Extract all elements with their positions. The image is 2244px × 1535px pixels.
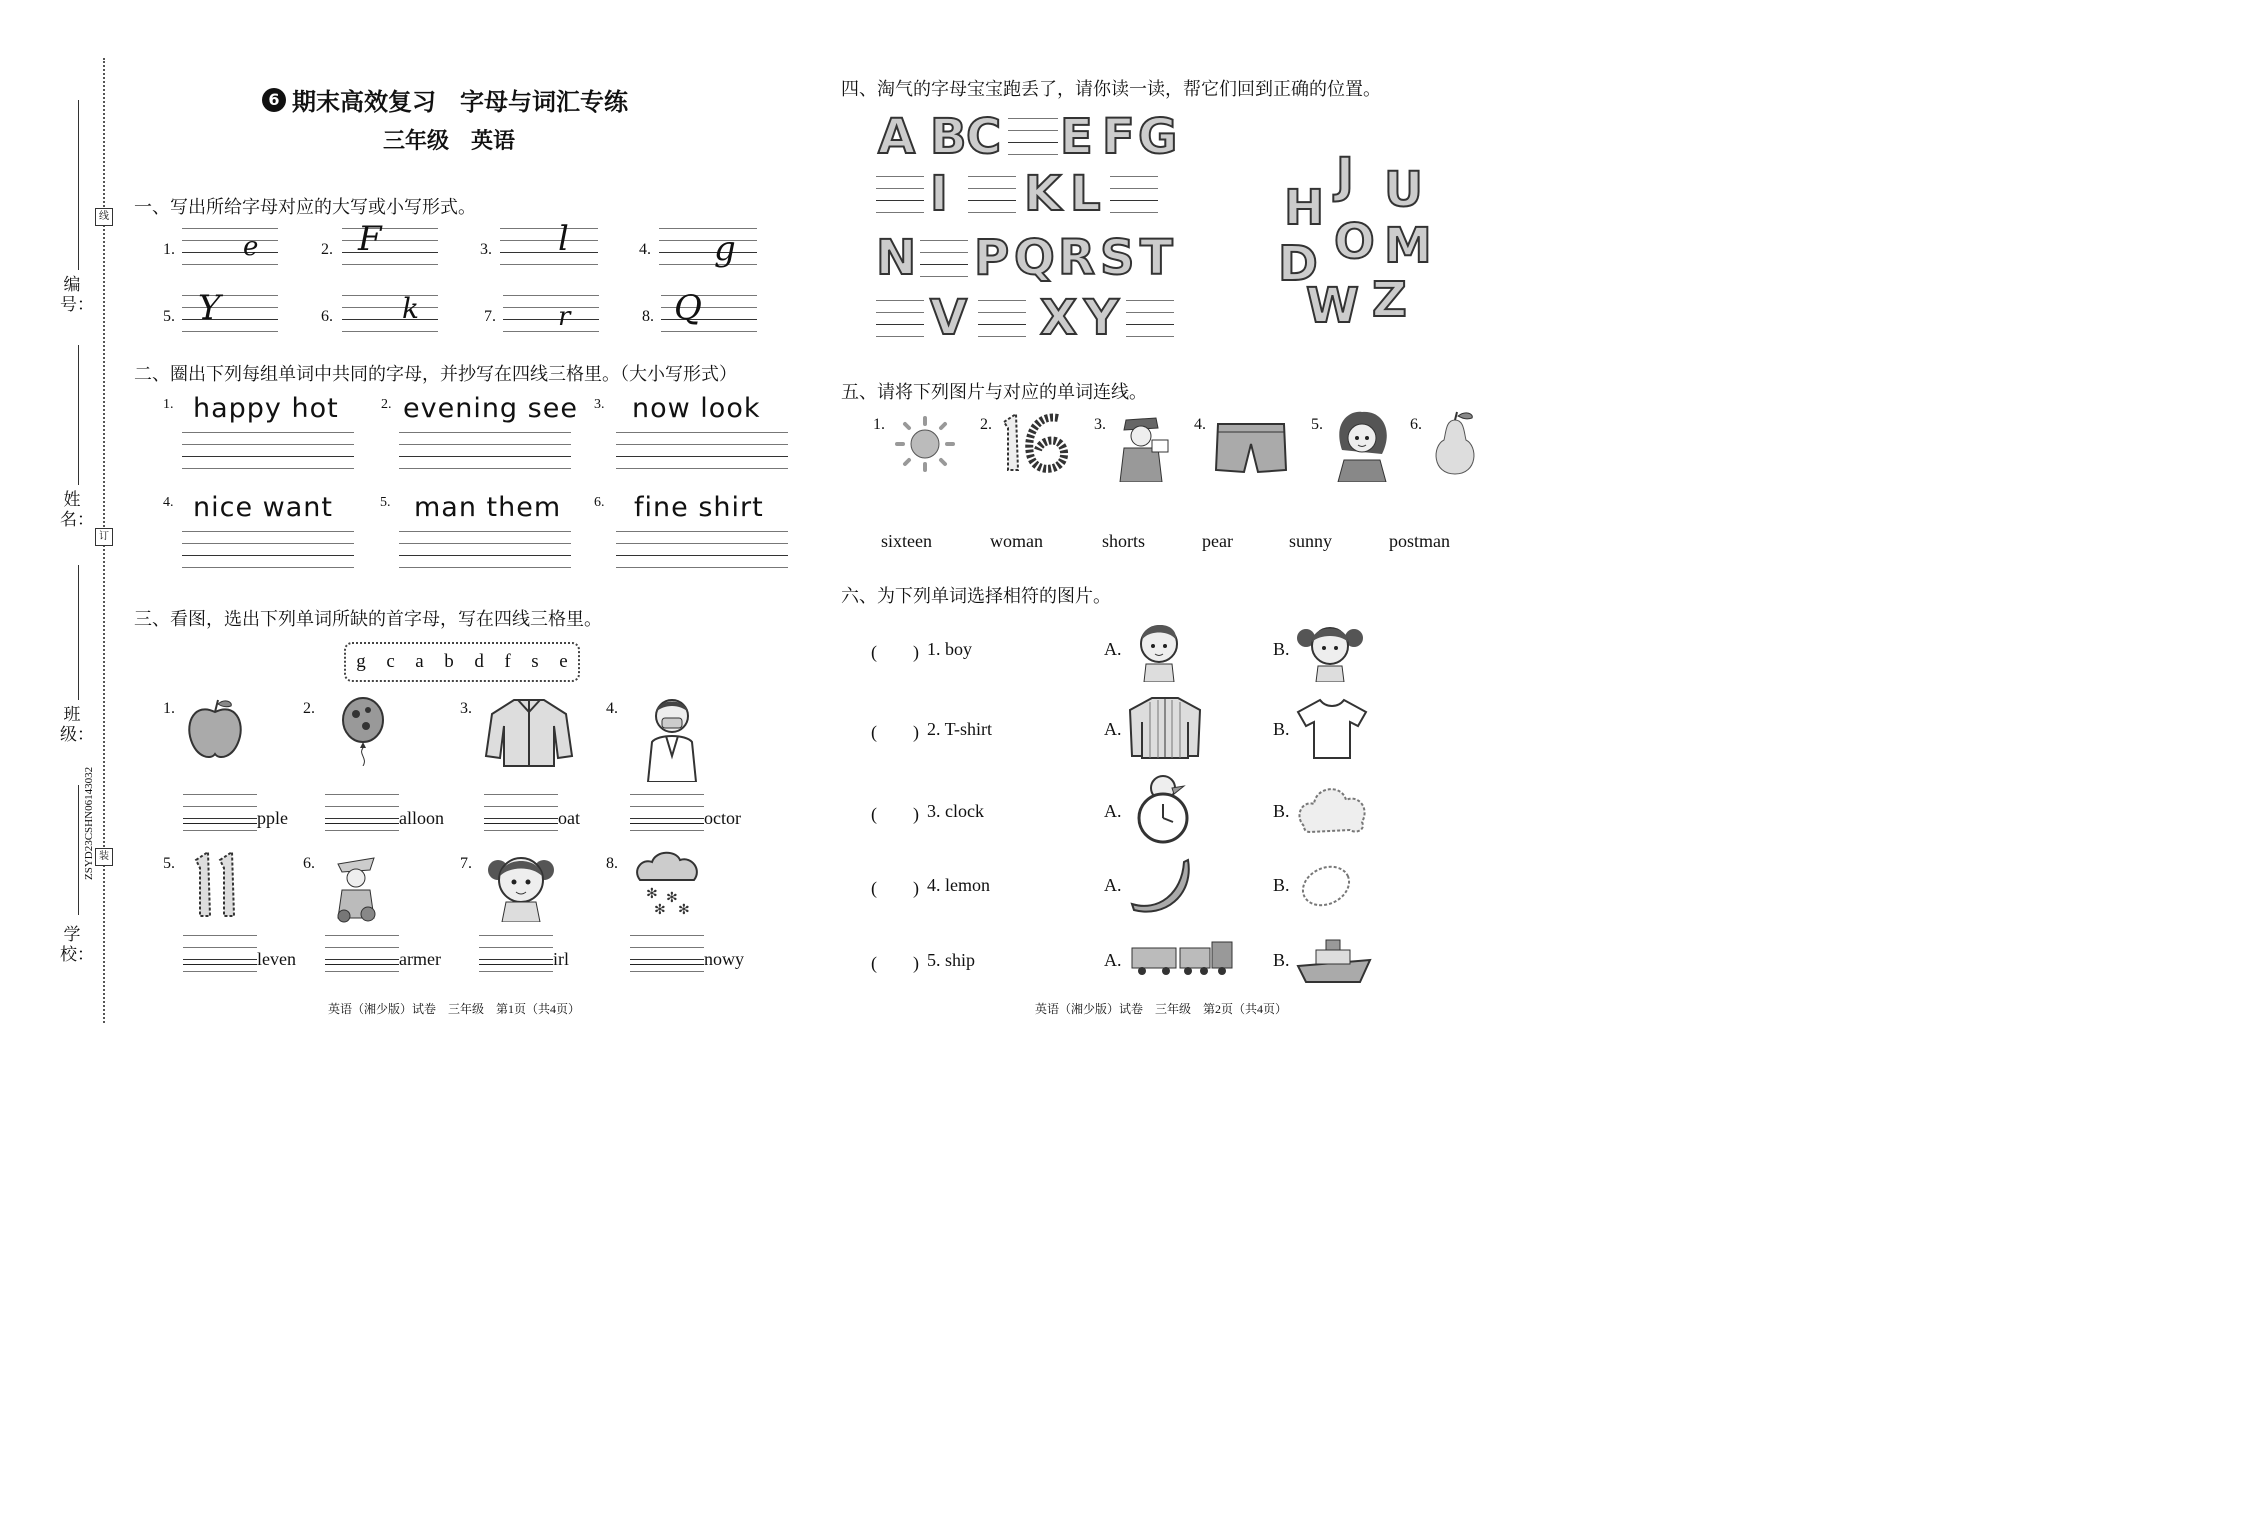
four-line-grid: [630, 935, 704, 971]
s1-num: 2.: [321, 241, 333, 258]
s2-words: man them: [414, 492, 562, 523]
word-suffix: pple: [257, 808, 288, 828]
match-word[interactable]: postman: [1389, 531, 1450, 551]
s2-words: happy hot: [193, 393, 339, 424]
four-line-grid: [484, 794, 558, 830]
svg-text:✻: ✻: [654, 902, 666, 916]
banana-icon[interactable]: [1128, 856, 1192, 914]
s5-num: 4.: [1194, 416, 1206, 433]
scattered-letter[interactable]: U: [1384, 162, 1423, 218]
section2-heading: 二、圈出下列每组单词中共同的字母，并抄写在四线三格里。（大小写形式）: [134, 364, 737, 385]
eleven-icon: [190, 850, 246, 920]
s2-num: 2.: [381, 397, 392, 412]
alpha-letter: P: [974, 230, 1010, 286]
s1-letter: r: [558, 302, 571, 332]
section1-heading: 一、写出所给字母对应的大写或小写形式。: [134, 197, 476, 218]
s3-num: 6.: [303, 855, 315, 872]
cloud-icon[interactable]: [1296, 782, 1370, 836]
four-line-grid: [182, 295, 278, 331]
four-line-grid: [503, 295, 599, 331]
option-a-label: A.: [1104, 801, 1122, 821]
four-line-grid: [182, 531, 354, 567]
train-icon[interactable]: [1130, 940, 1236, 976]
scattered-letter[interactable]: D: [1278, 236, 1318, 292]
four-line-grid: [630, 794, 704, 830]
alpha-letter: G: [1138, 109, 1178, 165]
s1-num: 6.: [321, 308, 333, 325]
four-line-grid: [500, 228, 598, 264]
option-b-label: B.: [1273, 950, 1290, 970]
option-a-label: A.: [1104, 950, 1122, 970]
apple-icon: [185, 698, 245, 762]
four-line-grid: [182, 432, 354, 468]
alpha-blank[interactable]: [968, 176, 1016, 212]
option-a-label: A.: [1104, 639, 1122, 659]
choice-letter: c: [386, 651, 395, 672]
shorts-icon: [1214, 420, 1288, 476]
alpha-letter: X: [1040, 290, 1078, 346]
scattered-letter[interactable]: W: [1306, 278, 1359, 334]
farmer-icon: [330, 850, 382, 926]
page-title: [262, 82, 682, 117]
s3-num: 3.: [460, 700, 472, 717]
s5-num: 1.: [873, 416, 885, 433]
paper-code: ZSYD23CSHN06143032: [83, 766, 95, 880]
girl-icon: [486, 850, 556, 922]
alpha-blank[interactable]: [1008, 118, 1058, 154]
section3-heading: 三、看图，选出下列单词所缺的首字母，写在四线三格里。: [134, 609, 602, 630]
scattered-letter[interactable]: M: [1384, 218, 1432, 274]
ship-icon[interactable]: [1296, 936, 1372, 986]
s2-num: 6.: [594, 495, 605, 510]
option-b-label: B.: [1273, 719, 1290, 739]
match-word[interactable]: pear: [1202, 531, 1233, 551]
boy-icon[interactable]: [1134, 614, 1184, 682]
answer-paren[interactable]: ( ): [871, 642, 919, 662]
option-b-label: B.: [1273, 639, 1290, 659]
answer-paren[interactable]: ( ): [871, 878, 919, 898]
alpha-letter: K: [1024, 166, 1062, 222]
choice-letter: f: [504, 651, 511, 672]
s2-words: nice want: [193, 492, 333, 523]
clock-icon[interactable]: [1132, 772, 1194, 846]
match-word[interactable]: woman: [990, 531, 1043, 551]
alpha-letter: V: [930, 290, 968, 346]
choice-word: 3. clock: [927, 801, 984, 821]
four-line-grid: [659, 228, 757, 269]
girl-icon[interactable]: [1296, 614, 1364, 682]
school-write-line: [78, 785, 79, 915]
four-line-grid: [616, 432, 788, 468]
alpha-blank[interactable]: [1110, 176, 1158, 212]
option-a-label: A.: [1104, 875, 1122, 895]
s2-num: 3.: [594, 397, 605, 412]
word-suffix: irl: [553, 949, 569, 969]
match-word[interactable]: sunny: [1289, 531, 1333, 551]
word-suffix: nowy: [704, 949, 744, 969]
s1-letter: Q: [674, 288, 702, 328]
s1-letter: k: [402, 292, 419, 325]
s1-num: 5.: [163, 308, 175, 325]
four-line-grid: [342, 228, 438, 264]
choice-letter: d: [474, 651, 484, 672]
shirt-icon[interactable]: [1128, 696, 1202, 760]
choice-word: 4. lemon: [927, 875, 990, 895]
option-b-label: B.: [1273, 875, 1290, 895]
s1-letter: e: [243, 232, 259, 262]
four-line-grid: [479, 935, 553, 971]
alpha-letter: C: [966, 109, 1002, 165]
footer-left: 英语（湘少版）试卷 三年级 第1页（共4页）: [328, 1002, 581, 1016]
s5-num: 6.: [1410, 416, 1422, 433]
four-line-grid: [182, 228, 278, 264]
answer-paren[interactable]: ( ): [871, 953, 919, 973]
alpha-letter: T: [1140, 230, 1173, 286]
s2-words: evening see: [403, 393, 578, 424]
svg-text:✻: ✻: [678, 902, 690, 916]
number-label: 编号：: [60, 275, 94, 315]
alpha-letter: L: [1070, 166, 1101, 222]
answer-paren[interactable]: ( ): [871, 722, 919, 742]
four-line-grid: [399, 432, 571, 468]
s1-letter: Y: [198, 288, 221, 328]
four-line-grid: [399, 531, 571, 567]
title-text: 期末高效复习 字母与词汇专练: [292, 88, 628, 116]
s5-num: 3.: [1094, 416, 1106, 433]
s5-num: 2.: [980, 416, 992, 433]
s3-num: 4.: [606, 700, 618, 717]
s3-num: 1.: [163, 700, 175, 717]
svg-text:✻: ✻: [666, 890, 678, 906]
alpha-letter: S: [1100, 230, 1135, 286]
name-label: 姓名：: [60, 490, 94, 530]
four-line-grid: [342, 295, 438, 331]
lemon-icon[interactable]: [1298, 860, 1354, 910]
scattered-letter[interactable]: Z: [1372, 272, 1407, 328]
four-line-grid: [616, 531, 788, 567]
number-write-line: [78, 100, 79, 270]
title-badge: 6: [262, 88, 286, 112]
alpha-blank[interactable]: [876, 300, 924, 336]
cut-mark-bind: 订: [95, 528, 113, 546]
t-shirt-icon[interactable]: [1296, 696, 1368, 760]
class-write-line: [78, 565, 79, 700]
s2-num: 4.: [163, 495, 174, 510]
word-suffix: oat: [558, 808, 580, 828]
s1-letter: F: [358, 219, 382, 259]
alpha-letter: B: [930, 109, 967, 165]
s1-num: 8.: [642, 308, 654, 325]
s1-letter: l: [558, 219, 569, 259]
svg-text:✻: ✻: [646, 886, 658, 902]
section5-heading: 五、请将下列图片与对应的单词连线。: [841, 382, 1147, 403]
sixteen-icon: [998, 410, 1072, 474]
section4-heading: 四、淘气的字母宝宝跑丢了，请你读一读，帮它们回到正确的位置。: [841, 79, 1381, 100]
s1-num: 7.: [484, 308, 496, 325]
option-a-label: A.: [1104, 719, 1122, 739]
alpha-letter: N: [876, 230, 917, 286]
scattered-letter[interactable]: J: [1336, 148, 1354, 204]
s2-words: fine shirt: [634, 492, 764, 523]
choice-letter: g: [356, 651, 366, 672]
snowy-icon: [632, 850, 702, 916]
choice-word: 2. T-shirt: [927, 719, 993, 739]
alpha-blank[interactable]: [876, 176, 924, 212]
match-word[interactable]: sixteen: [881, 531, 932, 551]
s1-letter: g: [714, 229, 736, 269]
alpha-letter: F: [1102, 109, 1135, 165]
word-suffix: octor: [704, 808, 741, 828]
cut-mark-line: 线: [95, 208, 113, 226]
coat-icon: [484, 696, 574, 768]
four-line-grid: [183, 794, 257, 830]
s1-num: 1.: [163, 241, 175, 258]
choice-letter: a: [415, 651, 424, 672]
choice-word: 5. ship: [927, 950, 976, 970]
choice-letter: e: [559, 651, 568, 672]
alpha-letter: E: [1060, 109, 1093, 165]
s2-num: 1.: [163, 397, 174, 412]
alpha-letter: Q: [1014, 230, 1055, 286]
option-b-label: B.: [1273, 801, 1290, 821]
answer-paren[interactable]: ( ): [871, 804, 919, 824]
alpha-letter: Y: [1084, 290, 1119, 346]
s2-num: 5.: [380, 495, 391, 510]
footer-right: 英语（湘少版）试卷 三年级 第2页（共4页）: [1035, 1002, 1288, 1016]
alpha-blank[interactable]: [920, 240, 968, 276]
s3-num: 8.: [606, 855, 618, 872]
scattered-letter[interactable]: H: [1284, 180, 1325, 236]
four-line-grid: [183, 935, 257, 971]
scattered-letter[interactable]: O: [1334, 214, 1375, 270]
page-subtitle: 三年级 英语: [383, 129, 516, 154]
choice-word: 1. boy: [927, 639, 972, 659]
word-suffix: armer: [399, 949, 441, 969]
four-line-grid: [325, 935, 399, 971]
s3-num: 7.: [460, 855, 472, 872]
doctor-icon: [640, 696, 704, 782]
s1-num: 4.: [639, 241, 651, 258]
choice-letter: b: [444, 651, 454, 672]
school-label: 学校：: [60, 925, 94, 965]
postman-icon: [1112, 410, 1174, 482]
s5-num: 5.: [1311, 416, 1323, 433]
section6-heading: 六、为下列单词选择相符的图片。: [841, 586, 1111, 607]
pear-icon: [1428, 410, 1482, 476]
cut-mark-staple: 装: [95, 848, 113, 866]
sun-icon: [893, 416, 957, 472]
balloon-icon: [338, 696, 388, 766]
alpha-blank[interactable]: [1126, 300, 1174, 336]
word-suffix: alloon: [399, 808, 444, 828]
class-label: 班级：: [60, 705, 94, 745]
four-line-grid: [325, 794, 399, 830]
s3-num: 5.: [163, 855, 175, 872]
letter-choice-box: [344, 642, 580, 682]
s3-num: 2.: [303, 700, 315, 717]
alpha-letter: I: [930, 166, 948, 222]
alpha-blank[interactable]: [978, 300, 1026, 336]
s2-words: now look: [632, 393, 761, 424]
choice-letter: s: [531, 651, 539, 672]
name-write-line: [78, 345, 79, 485]
woman-icon: [1332, 410, 1392, 482]
alpha-letter: A: [878, 109, 916, 165]
s1-num: 3.: [480, 241, 492, 258]
match-word[interactable]: shorts: [1102, 531, 1146, 551]
alpha-letter: R: [1058, 230, 1095, 286]
word-suffix: leven: [257, 949, 296, 969]
